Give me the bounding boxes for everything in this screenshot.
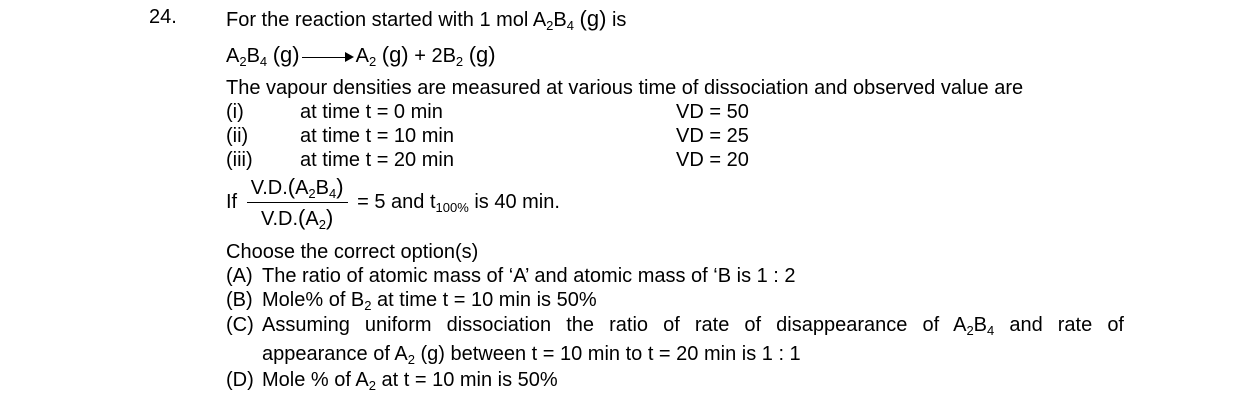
option-a-label: (A): [226, 265, 253, 287]
condition-if: If: [226, 191, 238, 213]
option-b[interactable]: [226, 289, 597, 312]
option-b-label: (B): [226, 289, 253, 311]
reaction-arrow-icon: [302, 52, 354, 62]
measurement-label: (ii): [226, 125, 249, 147]
question-number: 24.: [149, 6, 177, 28]
product-2: $2B_2$ (g): [431, 42, 496, 69]
fraction-denominator: $V.D.(A_2)$: [260, 205, 334, 232]
intro-species: $A_2B_4$ (g): [532, 6, 607, 33]
option-a[interactable]: [226, 265, 796, 288]
option-a-text: The ratio of atomic mass of ‘A’ and atomic mass of ‘B is 1 : 2: [262, 265, 796, 287]
condition-tail: = 5 and $t_{100\%}$ is 40 min.: [357, 191, 560, 215]
measurement-label: (iii): [226, 149, 253, 171]
vd-ratio-fraction: [247, 174, 348, 231]
option-c[interactable]: [226, 314, 1124, 337]
reaction-equation: [226, 42, 496, 68]
intro-text: For the reaction started with 1 mol: [226, 9, 533, 31]
choose-prompt: Choose the correct option(s): [226, 241, 479, 263]
product-1: $A_2$ (g): [355, 42, 409, 69]
measurement-time: at time t = 10 min: [300, 125, 454, 147]
measurement-label: (i): [226, 101, 244, 123]
option-c-label: (C): [226, 314, 254, 336]
option-c-line1: Assuming uniform dissociation the ratio of rate of disappearance of $A_2B_4$ and rate of: [262, 314, 1124, 338]
option-d[interactable]: [226, 369, 558, 392]
measurement-vd: VD = 50: [676, 101, 749, 123]
option-d-text: Mole % of $A_2$ at t = 10 min is 50%: [262, 369, 558, 393]
option-c-line2: appearance of $A_2$ (g) between t = 10 min to t = 20 min is 1 : 1: [262, 343, 801, 367]
measurement-vd: VD = 20: [676, 149, 749, 171]
fraction-numerator: $V.D.(A_2B_4)$: [247, 174, 348, 203]
condition: [226, 174, 560, 231]
measurement-vd: VD = 25: [676, 125, 749, 147]
reactant: $A_2B_4$ (g): [226, 42, 300, 69]
statement: The vapour densities are measured at various time of dissociation and observed value are: [226, 77, 1024, 99]
plus-sign: +: [414, 45, 426, 67]
measurement-time: at time t = 0 min: [300, 101, 443, 123]
question-intro: [226, 6, 626, 32]
measurement-time: at time t = 20 min: [300, 149, 454, 171]
option-d-label: (D): [226, 369, 254, 391]
intro-suffix: is: [606, 9, 627, 31]
option-b-text: Mole% of $B_2$ at time t = 10 min is 50%: [262, 289, 597, 313]
